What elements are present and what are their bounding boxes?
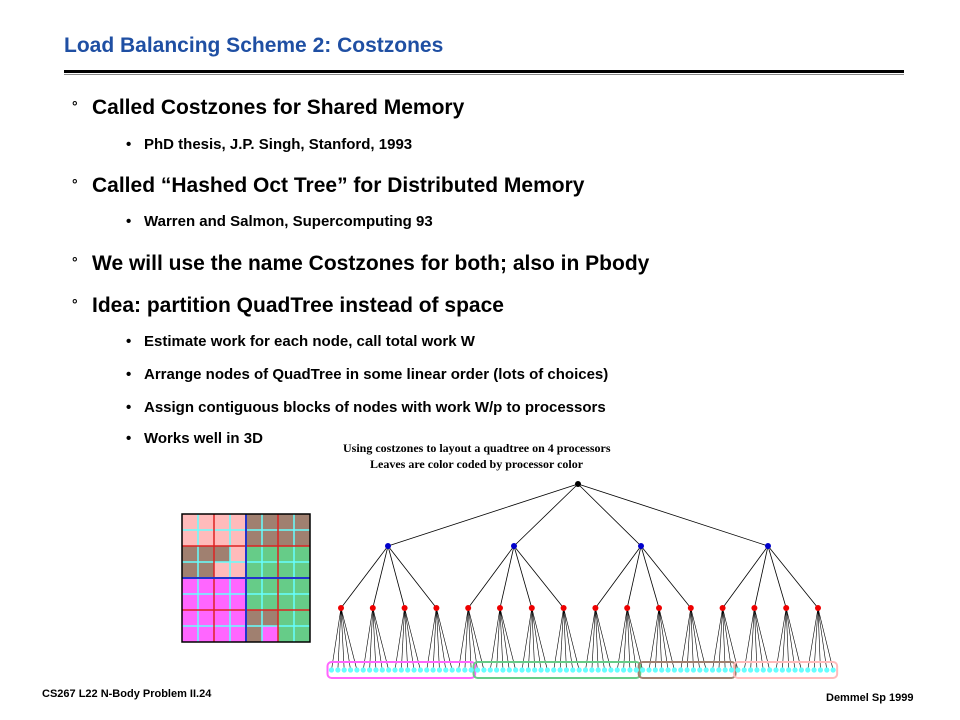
tree-edge xyxy=(744,608,754,670)
tree-leaf xyxy=(367,667,372,672)
tree-edge xyxy=(768,546,786,608)
tree-leaf xyxy=(596,667,601,672)
tree-edge xyxy=(578,484,768,546)
tree-edge xyxy=(782,608,786,670)
tree-leaf xyxy=(786,667,791,672)
tree-leaf xyxy=(380,667,385,672)
tree-leaf xyxy=(723,667,728,672)
tree-edge xyxy=(776,608,786,670)
tree-node-level2 xyxy=(465,605,471,611)
tree-leaf xyxy=(386,667,391,672)
sub-bullet-text: Estimate work for each node, call total work W xyxy=(144,333,475,350)
grid-subcell xyxy=(262,626,278,642)
tree-leaf xyxy=(831,667,836,672)
tree-node-level2 xyxy=(592,605,598,611)
tree-node-level2 xyxy=(783,605,789,611)
tree-leaf xyxy=(335,667,340,672)
bullet-text: Called Costzones for Shared Memory xyxy=(92,96,465,119)
tree-node-level2 xyxy=(338,605,344,611)
bullet-marker: ° xyxy=(72,254,78,270)
figure-caption-line1: Using costzones to layout a quadtree on 4 processors xyxy=(343,441,611,455)
tree-leaf xyxy=(805,667,810,672)
bullet-text: We will use the name Costzones for both; also in Pbody xyxy=(92,252,650,275)
sub-bullet-text: Assign contiguous blocks of nodes with work W/p to processors xyxy=(144,399,606,416)
bullet-marker: ° xyxy=(72,98,78,114)
tree-leaf xyxy=(672,667,677,672)
tree-edge xyxy=(751,608,755,670)
tree-leaf xyxy=(526,667,531,672)
tree-leaf xyxy=(659,667,664,672)
tree-leaf xyxy=(716,667,721,672)
tree-leaf xyxy=(450,667,455,672)
tree-edge xyxy=(624,608,628,670)
tree-edge xyxy=(719,608,723,670)
tree-node-level2 xyxy=(561,605,567,611)
tree-leaf xyxy=(488,667,493,672)
bullet-marker: ° xyxy=(72,176,78,192)
tree-edge xyxy=(388,546,405,608)
tree-leaf xyxy=(792,667,797,672)
tree-leaf xyxy=(799,667,804,672)
tree-leaf xyxy=(373,667,378,672)
sub-bullet-text: PhD thesis, J.P. Singh, Stanford, 1993 xyxy=(144,136,413,153)
tree-leaf xyxy=(513,667,518,672)
tree-node-level1 xyxy=(511,543,517,549)
tree-leaf xyxy=(564,667,569,672)
tree-leaf xyxy=(329,667,334,672)
tree-edge xyxy=(514,484,578,546)
sub-marker: • xyxy=(126,136,132,153)
tree-leaf xyxy=(627,667,632,672)
tree-edge xyxy=(681,608,691,670)
tree-leaf xyxy=(602,667,607,672)
tree-leaf xyxy=(646,667,651,672)
sub-marker: • xyxy=(126,399,132,416)
tree-leaf xyxy=(634,667,639,672)
sub-marker: • xyxy=(126,333,132,350)
tree-leaf xyxy=(392,667,397,672)
tree-leaf xyxy=(754,667,759,672)
tree-leaf xyxy=(443,667,448,672)
tree-node-level2 xyxy=(815,605,821,611)
tree-leaf xyxy=(570,667,575,672)
tree-leaf xyxy=(405,667,410,672)
tree-leaf xyxy=(418,667,423,672)
tree-edge xyxy=(617,608,627,670)
tree-leaf xyxy=(735,667,740,672)
tree-node-level2 xyxy=(656,605,662,611)
tree-leaf xyxy=(704,667,709,672)
tree-leaf xyxy=(812,667,817,672)
tree-leaf xyxy=(691,667,696,672)
tree-leaf xyxy=(462,667,467,672)
tree-edge xyxy=(808,608,818,670)
tree-edge xyxy=(641,546,691,608)
sub-bullet-text: Arrange nodes of QuadTree in some linear order (lots of choices) xyxy=(144,366,609,383)
grid-subcell xyxy=(214,546,230,562)
tree-leaf xyxy=(507,667,512,672)
footer-course: CS267 L22 N-Body Problem II.24 xyxy=(42,688,212,700)
sub-marker: • xyxy=(126,213,132,230)
slide-title: Load Balancing Scheme 2: Costzones xyxy=(64,34,444,57)
tree-node-level2 xyxy=(720,605,726,611)
tree-leaf xyxy=(456,667,461,672)
tree-leaf xyxy=(437,667,442,672)
tree-leaf xyxy=(773,667,778,672)
tree-leaf xyxy=(551,667,556,672)
tree-leaf xyxy=(685,667,690,672)
tree-edge xyxy=(768,546,818,608)
tree-node-level1 xyxy=(638,543,644,549)
tree-leaf xyxy=(342,667,347,672)
tree-node-level2 xyxy=(497,605,503,611)
tree-edge xyxy=(649,608,659,670)
tree-leaf xyxy=(640,667,645,672)
tree-edge xyxy=(388,484,578,546)
bullet-text: Idea: partition QuadTree instead of space xyxy=(92,294,504,317)
tree-leaf xyxy=(532,667,537,672)
tree-edge xyxy=(341,546,388,608)
tree-leaf xyxy=(500,667,505,672)
tree-leaf xyxy=(481,667,486,672)
tree-leaf xyxy=(348,667,353,672)
tree-node-level2 xyxy=(433,605,439,611)
tree-leaf xyxy=(653,667,658,672)
figure-caption-line2: Leaves are color coded by processor color xyxy=(370,457,584,471)
sub-marker: • xyxy=(126,366,132,383)
footer-author: Demmel Sp 1999 xyxy=(826,692,914,704)
tree-leaf xyxy=(767,667,772,672)
tree-node-level2 xyxy=(370,605,376,611)
tree-leaf xyxy=(742,667,747,672)
tree-leaf xyxy=(748,667,753,672)
bullet-text: Called “Hashed Oct Tree” for Distributed Memory xyxy=(92,174,585,197)
tree-edge xyxy=(655,608,659,670)
tree-leaf xyxy=(818,667,823,672)
tree-leaf xyxy=(678,667,683,672)
tree-leaf xyxy=(538,667,543,672)
tree-leaf xyxy=(608,667,613,672)
tree-leaf xyxy=(697,667,702,672)
tree-edge xyxy=(388,546,436,608)
tree-node-level2 xyxy=(624,605,630,611)
tree-leaf xyxy=(354,667,359,672)
tree-leaf xyxy=(615,667,620,672)
tree-leaf xyxy=(519,667,524,672)
tree-node-level2 xyxy=(529,605,535,611)
tree-leaf xyxy=(621,667,626,672)
tree-edge xyxy=(578,484,641,546)
tree-leaf xyxy=(411,667,416,672)
tree-node-level1 xyxy=(385,543,391,549)
tree-leaf xyxy=(399,667,404,672)
tree-leaf xyxy=(545,667,550,672)
tree-edge xyxy=(814,608,818,670)
tree-node-level2 xyxy=(688,605,694,611)
tree-leaf xyxy=(431,667,436,672)
tree-edge xyxy=(373,546,388,608)
tree-leaf xyxy=(558,667,563,672)
tree-edge xyxy=(514,546,532,608)
tree-leaf xyxy=(494,667,499,672)
sub-bullet-text: Works well in 3D xyxy=(144,430,263,447)
tree-leaf xyxy=(577,667,582,672)
tree-leaf xyxy=(761,667,766,672)
tree-root xyxy=(575,481,581,487)
tree-leaf xyxy=(729,667,734,672)
tree-edge xyxy=(641,546,659,608)
tree-node-level1 xyxy=(765,543,771,549)
tree-leaf xyxy=(824,667,829,672)
tree-leaf xyxy=(665,667,670,672)
tree-edge xyxy=(687,608,691,670)
tree-node-level2 xyxy=(751,605,757,611)
tree-leaf xyxy=(469,667,474,672)
tree-leaf xyxy=(710,667,715,672)
tree-leaf xyxy=(361,667,366,672)
tree-leaf xyxy=(475,667,480,672)
bullet-marker: ° xyxy=(72,296,78,312)
tree-edge xyxy=(713,608,723,670)
sub-bullet-text: Warren and Salmon, Supercomputing 93 xyxy=(144,213,433,230)
sub-marker: • xyxy=(126,430,132,447)
tree-edge xyxy=(514,546,564,608)
tree-leaf xyxy=(780,667,785,672)
tree-leaf xyxy=(583,667,588,672)
tree-leaf xyxy=(424,667,429,672)
tree-node-level2 xyxy=(402,605,408,611)
tree-leaf xyxy=(589,667,594,672)
